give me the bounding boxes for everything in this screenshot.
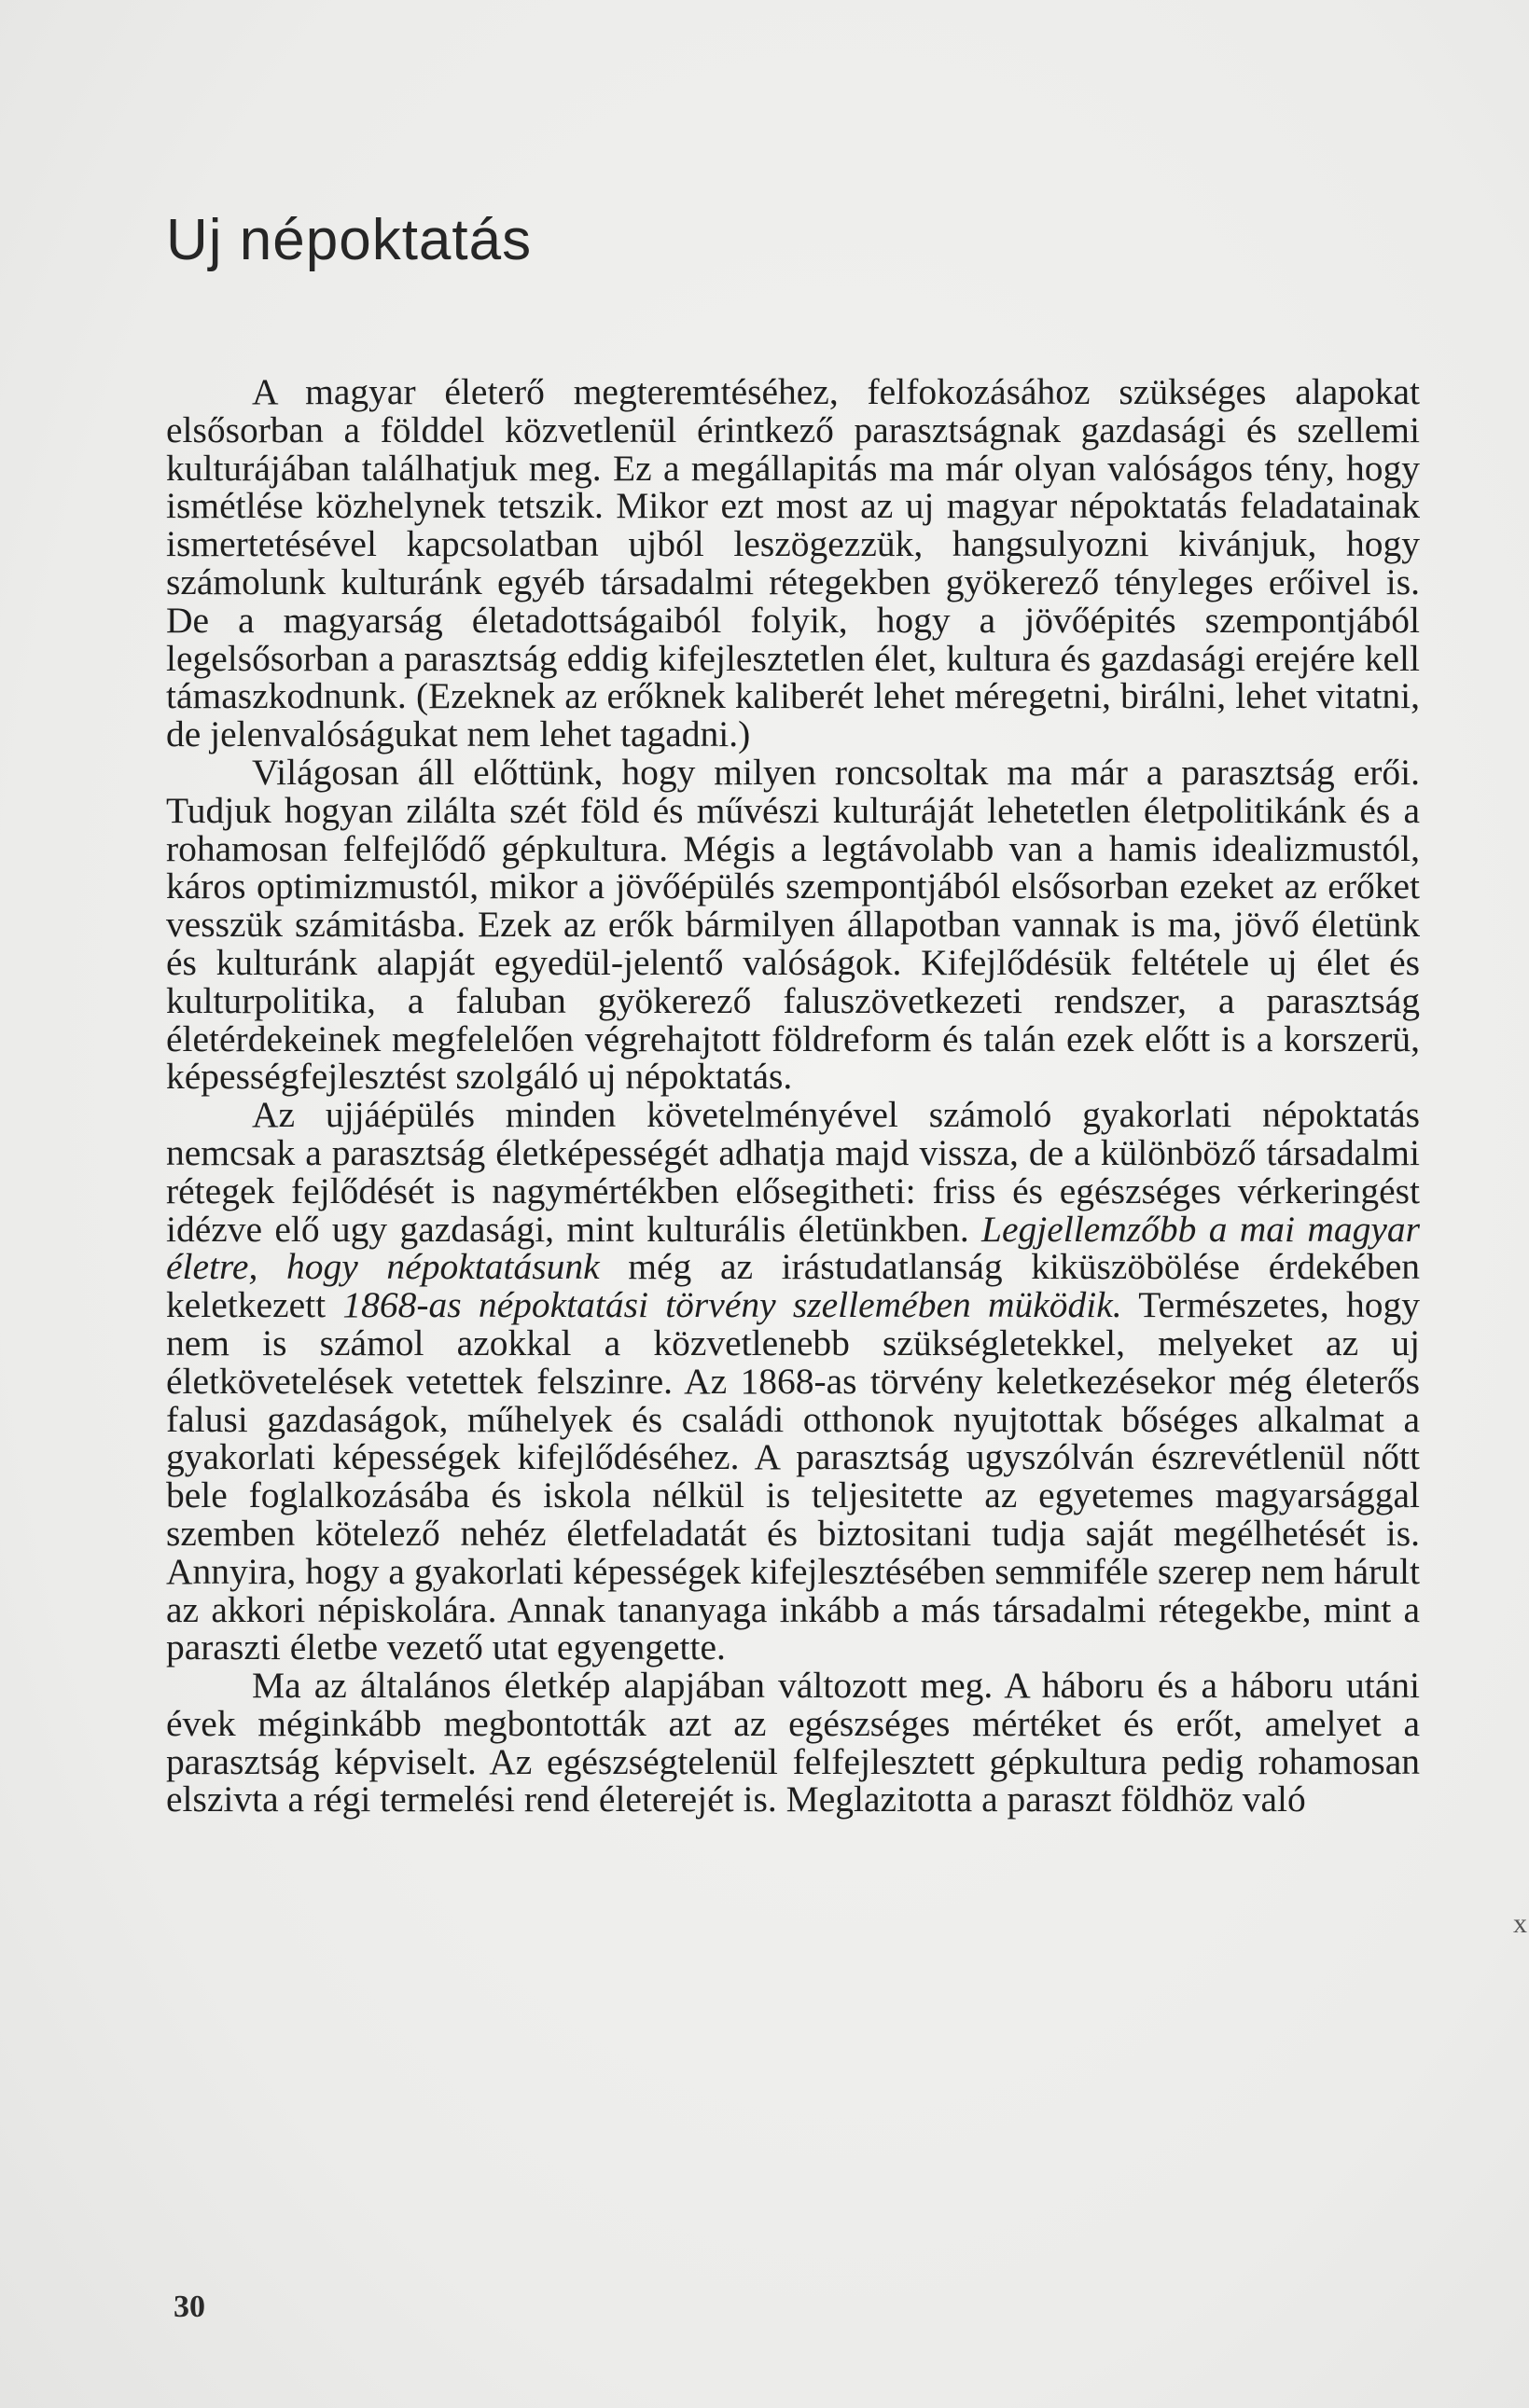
paragraph-3: [166, 1096, 1420, 1667]
paragraph-2: Világosan áll előttünk, hogy milyen roncsoltak ma már a parasztság erői. Tudjuk hogyan zilálta szét föld és művészi kulturáját lehetetlen életpolitikánk és a rohamosan felfejlődő gépkultura. Mégis a legtávolabb van a hamis idealizmustól, káros optimizmustól, mikor a jövőépülés szempontjából elsősorban ezeket az erőket vesszük számitásba. Ezek az erők bármilyen állapotban vannak is ma, jövő életünk és kulturánk alapját egyedül-jelentő valóságok. Kifejlődésük feltétele uj élet és kulturpolitika, a faluban gyökerező faluszövetkezeti rendszer, a parasztság életérdekeinek megfelelően végrehajtott földreform és talán ezek előtt is a korszerü, képességfejlesztést szolgáló uj népoktatás.: [166, 751, 1420, 1098]
paragraph-3-start: Az ujjáépülés minden követelményével számoló gyakorlati népoktatás nemcsak a parasztság életképességét adhatja majd vissza, de a különböző társadalmi rétegek fejlődését is nagymértékben elősegitheti: friss és egészséges vérkeringést idézve elő ugy gazdasági, mint kulturális életünkben.: [166, 1094, 1420, 1250]
page-title: Uj népoktatás: [166, 208, 533, 272]
margin-mark: x: [1513, 1908, 1527, 1939]
paragraph-1: A magyar életerő megteremtéséhez, felfokozásához szükséges alapokat elsősorban a földdel közvetlenül érintkező parasztságnak gazdasági és szellemi kulturájában találhatjuk meg. Ez a megállapitás ma már olyan valóságos tény, hogy ismétlése közhelynek tetszik. Mikor ezt most az uj magyar népoktatás feladatainak ismertetésével kapcsolatban ujból leszögezzük, hangsulyozni kivánjuk, hogy számolunk kulturánk egyéb társadalmi rétegekben gyökerező tényleges erőivel is. De a magyarság életadottságaiból folyik, hogy a jövőépités szempontjából legelsősorban a parasztság eddig kifejlesztetlen élet, kultura és gazdasági erejére kell támaszkodnunk. (Ezeknek az erőknek kaliberét lehet méregetni, birálni, lehet vitatni, de jelenvalóságukat nem lehet tagadni.): [166, 371, 1420, 755]
paragraph-3-end: Természetes, hogy nem is számol azokkal a közvetlenebb szükségletekkel, melyeket az uj életkövetelések vetettek felszinre. Az 1868-as törvény keletkezésekor még életerős falusi gazdaságok, műhelyek és családi otthonok nyujtottak bőséges alkalmat a gyakorlati képességek kifejlődéséhez. A parasztság ugyszólván észrevétlenül nőtt bele foglalkozásába és iskola nélkül is teljesitette az egyetemes magyarsággal szemben kötelező nehéz életfeladatát és biztositani tudja saját megélhetését is. Annyira, hogy a gyakorlati képességek kifejlesztésében semmiféle szerep nem hárult az akkori népiskolára. Annak tananyaga inkább a más társadalmi rétegekbe, mint a paraszti életbe vezető utat egyengette.: [166, 1284, 1420, 1668]
article-body: [166, 373, 1420, 1819]
page-number: 30: [174, 2290, 205, 2324]
paragraph-4: Ma az általános életkép alapjában változott meg. A háboru és a háboru utáni évek méginkább megbontották azt az egészséges mértéket és erőt, amelyet a parasztság képviselt. Az egészségtelenül felfejlesztett gépkultura pedig rohamosan elszivta a régi termelési rend életerejét is. Meglazitotta a paraszt földhöz való: [166, 1665, 1420, 1820]
paragraph-3-italic-1: Legjellemzőbb a mai magyar életre, hogy népoktatásunk: [166, 1208, 1420, 1288]
paragraph-3-mid: még az irástudatlanság kiküszöbölése érdekében keletkezett: [166, 1246, 1420, 1326]
paragraph-3-italic-2: 1868-as népoktatási törvény szellemében müködik.: [342, 1284, 1122, 1326]
